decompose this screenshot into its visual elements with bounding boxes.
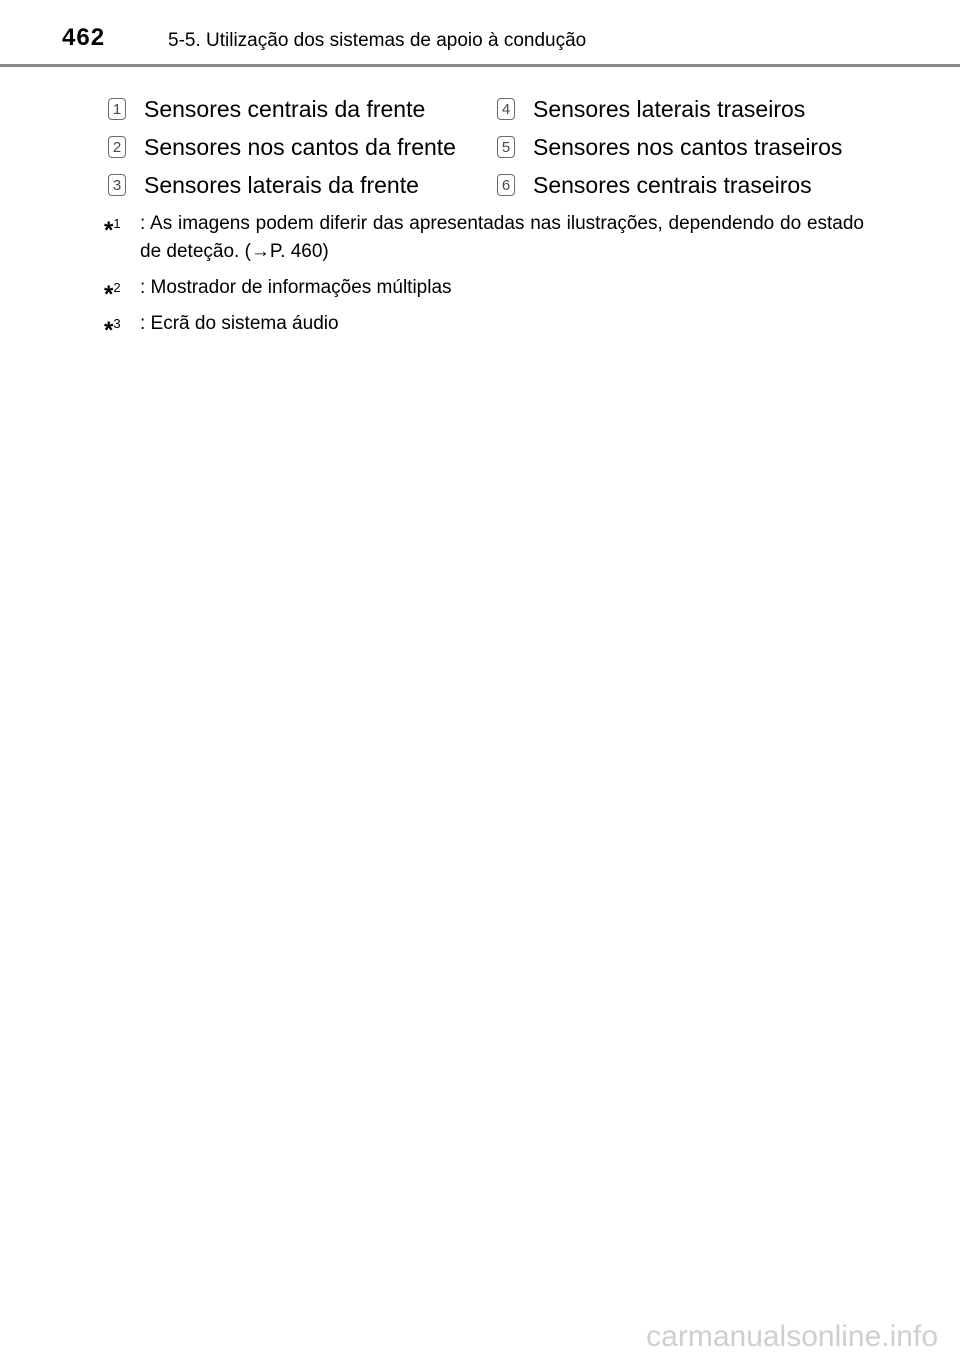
footnote-marker (104, 310, 121, 345)
legend-item (108, 130, 456, 164)
footnote-text: : Mostrador de informações múltiplas (140, 277, 452, 298)
legend-label: Sensores laterais da frente (144, 172, 419, 198)
footnote (104, 274, 864, 308)
number-badge: 5 (497, 136, 515, 158)
number-badge: 6 (497, 174, 515, 196)
legend-label: Sensores centrais traseiros (533, 172, 812, 198)
legend-label: Sensores nos cantos traseiros (533, 134, 843, 160)
legend-item (108, 168, 419, 202)
legend-item (497, 92, 805, 126)
legend-label: Sensores centrais da frente (144, 96, 426, 122)
page-header (0, 0, 960, 66)
footnote-marker (104, 210, 121, 245)
number-badge: 1 (108, 98, 126, 120)
asterisk-icon: * (104, 281, 114, 308)
page-number: 462 (62, 24, 106, 51)
legend-item (497, 130, 842, 164)
footnote-number: 1 (113, 216, 121, 231)
legend-item (108, 92, 425, 126)
footnote-text: : As imagens podem diferir das apresentadas nas ilustrações, dependendo do estado de deteção. (→P. 460) (140, 213, 864, 262)
footnotes (104, 210, 864, 346)
footnote (104, 210, 864, 266)
legend-label: Sensores nos cantos da frente (144, 134, 456, 160)
asterisk-icon: * (104, 217, 114, 244)
number-badge: 2 (108, 136, 126, 158)
footnote (104, 310, 864, 344)
footnote-number: 2 (113, 280, 121, 295)
legend-item (497, 168, 812, 202)
number-badge: 3 (108, 174, 126, 196)
asterisk-icon: * (104, 317, 114, 344)
footnote-number: 3 (113, 316, 121, 331)
header-divider (0, 64, 960, 67)
footnote-marker (104, 274, 121, 309)
footnote-text: : Ecrã do sistema áudio (140, 313, 339, 334)
number-badge: 4 (497, 98, 515, 120)
watermark: carmanualsonline.info (646, 1320, 938, 1353)
section-title: 5-5. Utilização dos sistemas de apoio à condução (168, 30, 587, 51)
legend-label: Sensores laterais traseiros (533, 96, 806, 122)
